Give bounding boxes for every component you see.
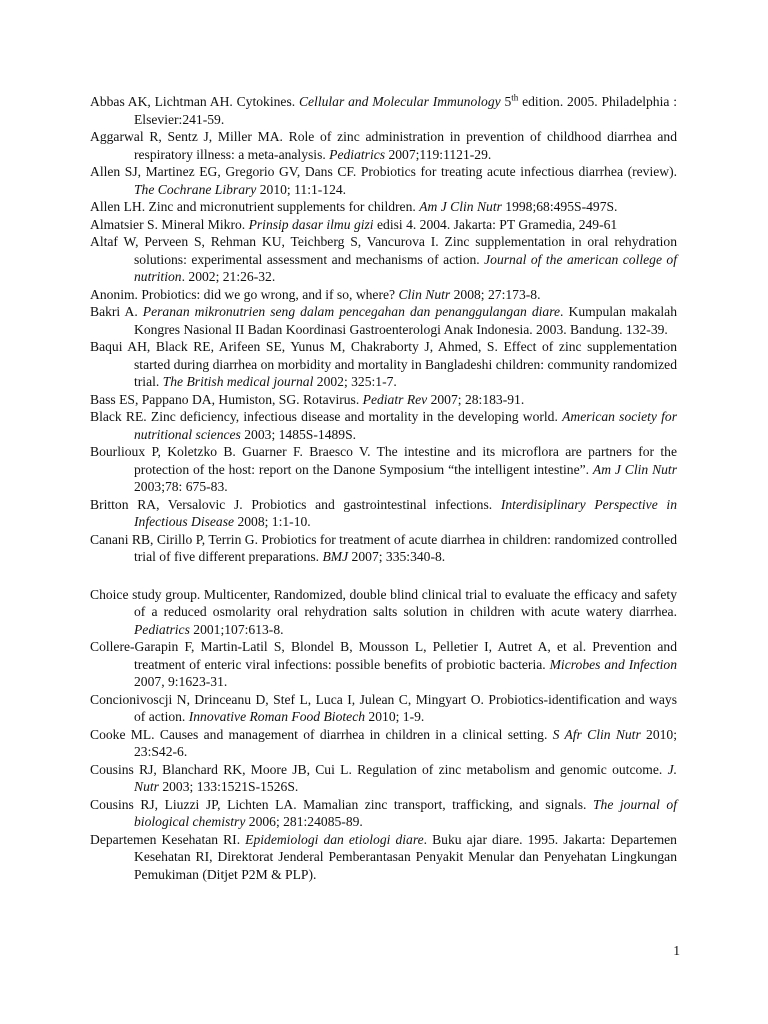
reference-text: edisi 4. 2004. Jakarta: PT Gramedia, 249-61 (373, 216, 618, 232)
reference-text: 2010; 23:S42-6. (134, 726, 677, 759)
reference-journal: Interdisiplinary Perspective in Infectious Disease (134, 496, 677, 529)
reference-text: 1998;68:495S-497S. (501, 199, 618, 214)
reference-journal: Peranan mikronutrien seng dalam pencegahan dan penanggulangan diare (142, 304, 561, 319)
reference-journal: Clin Nutr (398, 286, 451, 302)
reference-text: 2003; 133:1521S-1526S. (158, 779, 299, 794)
reference-entry (90, 531, 677, 566)
reference-list (90, 93, 677, 883)
reference-entry (90, 198, 677, 216)
reference-entry (90, 286, 677, 304)
reference-text: Bakri A. (90, 304, 143, 319)
reference-text: Concionivoscji N, Drinceanu D, Stef L, Luca I, Julean C, Mingyart O. Probiotics-identification and ways of action. (90, 691, 677, 724)
reference-text: Cousins RJ, Liuzzi JP, Lichten LA. Mamalian zinc transport, trafficking, and signals. (90, 796, 593, 812)
reference-text: Allen LH. Zinc and micronutrient supplements for children. (90, 199, 420, 214)
reference-journal: The journal of biological chemistry (134, 796, 677, 829)
reference-text: 2007, 9:1623-31. (134, 674, 228, 689)
reference-text: Departemen Kesehatan RI. (90, 831, 246, 847)
reference-journal: Pediatrics (329, 146, 386, 162)
reference-text: Choice study group. Multicenter, Randomized, double blind clinical trial to evaluate the efficacy and safety of a reduced osmolarity oral rehydration salts solution in children with acute watery diarrhea. (90, 586, 677, 619)
reference-text: 2007; 28:183-91. (427, 391, 525, 407)
reference-text: Cooke ML. Causes and management of diarrhea in children in a clinical setting. (90, 726, 553, 742)
reference-text: 2002; 325:1-7. (313, 374, 397, 389)
reference-text: Cousins RJ, Blanchard RK, Moore JB, Cui L. Regulation of zinc metabolism and genomic outcome. (90, 761, 668, 777)
reference-journal: The Cochrane Library (134, 181, 257, 197)
reference-entry (90, 726, 677, 761)
reference-journal: Epidemiologi dan etiologi diare (245, 831, 424, 847)
reference-journal: Pediatr Rev (362, 391, 428, 407)
reference-text: 2008; 27:173-8. (450, 286, 541, 302)
reference-journal: Pediatrics (134, 621, 190, 637)
reference-text: 2003; 1485S-1489S. (240, 426, 357, 442)
reference-entry (90, 408, 677, 443)
reference-text: Aggarwal R, Sentz J, Miller MA. Role of zinc administration in prevention of childhood diarrhea and respiratory illness: a meta-analysis. (90, 129, 677, 162)
reference-entry (90, 496, 677, 531)
reference-journal: Am J Clin Nutr (592, 461, 677, 477)
reference-text: Bass ES, Pappano DA, Humiston, SG. Rotavirus. (90, 391, 363, 407)
reference-text: Black RE. Zinc deficiency, infectious disease and mortality in the developing world. (90, 409, 563, 424)
reference-text: Anonim. Probiotics: did we go wrong, and if so, where? (90, 286, 399, 302)
reference-entry (90, 128, 677, 163)
reference-journal: J. Nutr (134, 761, 677, 794)
reference-journal: Innovative Roman Food Biotech (188, 709, 366, 724)
reference-text: Britton RA, Versalovic J. Probiotics and gastrointestinal infections. (90, 496, 501, 512)
reference-text: Altaf W, Perveen S, Rehman KU, Teichberg S, Vancurova I. Zinc supplementation in oral rehydration solutions: experimental assessment and mechanisms of action. (90, 234, 677, 267)
reference-entry (90, 691, 677, 726)
reference-text: Collere-Garapin F, Martin-Latil S, Blondel B, Mousson L, Pelletier I, Autret A, et al. Prevention and treatment of enteric viral infections: possible benefits of probiotic bacteria. (90, 639, 677, 672)
page-number: 1 (673, 943, 680, 958)
reference-text: 2010; 1-9. (365, 709, 425, 724)
reference-text: Canani RB, Cirillo P, Terrin G. Probiotics for treatment of acute diarrhea in children: randomized controlled trial of five different preparations. (90, 531, 677, 564)
reference-entry (90, 303, 677, 338)
reference-text: 2001;107:613-8. (189, 621, 284, 637)
reference-text: 2007;119:1121-29. (385, 146, 492, 162)
reference-entry (90, 586, 677, 639)
reference-text: Bourlioux P, Koletzko B. Guarner F. Braesco V. The intestine and its microflora are partners for the protection of the host: report on the Danone Symposium “the intelligent intestine”. (90, 444, 677, 477)
reference-journal: S Afr Clin Nutr (552, 726, 641, 742)
reference-entry (90, 761, 677, 796)
reference-text: 2007; 335:340-8. (348, 549, 446, 564)
reference-text: . Kumpulan makalah Kongres Nasional II Badan Koordinasi Gastroenterologi Anak Indonesia. 2003. Bandung. 132-39. (134, 304, 677, 337)
reference-text: 2006; 281:24085-89. (245, 814, 363, 829)
reference-entry (90, 796, 677, 831)
reference-superscript: th (511, 92, 519, 103)
reference-text: Almatsier S. Mineral Mikro. (90, 216, 249, 232)
reference-text: edition. 2005. Philadelphia : Elsevier:241-59. (134, 94, 677, 127)
reference-journal: Am J Clin Nutr (419, 199, 502, 214)
reference-journal: American society for nutritional sciences (134, 409, 677, 442)
reference-journal: The British medical journal (162, 374, 314, 389)
reference-entry (90, 831, 677, 884)
reference-text: 5 (500, 94, 512, 109)
reference-journal: BMJ (322, 549, 349, 564)
reference-text: Allen SJ, Martinez EG, Gregorio GV, Dans CF. Probiotics for treating acute infectious diarrhea (review). (90, 164, 677, 179)
reference-journal: Cellular and Molecular Immunology (298, 94, 501, 109)
reference-entry (90, 233, 677, 286)
reference-text: 2003;78: 675-83. (134, 479, 228, 494)
reference-journal: Journal of the american college of nutrition (134, 251, 678, 284)
reference-journal: Microbes and Infection (549, 656, 678, 672)
reference-text: . Buku ajar diare. 1995. Jakarta: Departemen Kesehatan RI, Direktorat Jenderal Pemberantasan Penyakit Menular dan Penyehatan Lingkungan Pemukiman (Ditjet P2M & PLP). (134, 831, 677, 882)
reference-entry (90, 93, 677, 128)
reference-text: Abbas AK, Lichtman AH. Cytokines. (90, 94, 299, 109)
reference-entry (90, 338, 677, 391)
reference-text: 2010; 11:1-124. (256, 181, 347, 197)
reference-journal: Prinsip dasar ilmu gizi (248, 216, 374, 232)
reference-entry (90, 443, 677, 496)
reference-entry (90, 391, 677, 409)
reference-text: 2008; 1:1-10. (234, 514, 311, 529)
reference-entry (90, 163, 677, 198)
reference-entry (90, 216, 677, 234)
reference-entry (90, 638, 677, 691)
reference-text: . 2002; 21:26-32. (181, 269, 276, 284)
reference-text: Baqui AH, Black RE, Arifeen SE, Yunus M, Chakraborty J, Ahmed, S. Effect of zinc supplementation started during diarrhea on morbidity and mortality in Bangladeshi children: community randomized trial. (90, 339, 677, 389)
